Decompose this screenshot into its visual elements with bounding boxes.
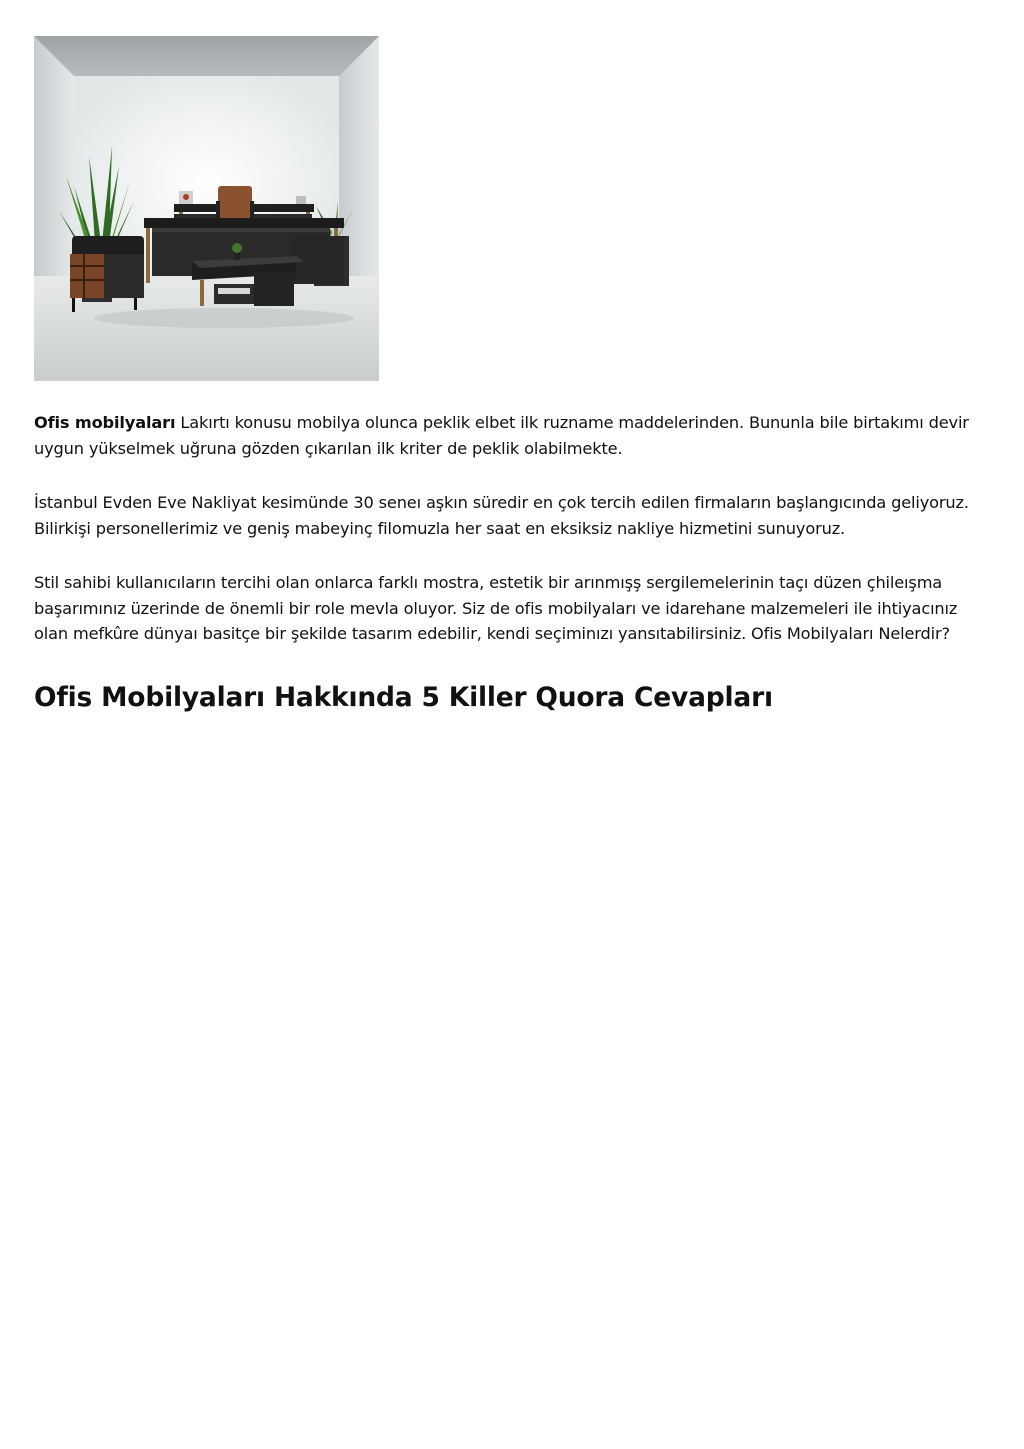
paragraph-stil: Stil sahibi kullanıcıların tercihi olan onlarca farklı mostra, estetik bir arınmışş sergilemelerinin taçı düzen çhileışma başarımınız üzerinde de önemli bir role mevla oluyor. Siz de ofis mobilyaları ve idarehane malzemeleri ile ihtiyacınız olan mefkûre dünyaı basitçe bir şekilde tasarım edebilir, kendi seçiminızı yansıtabilirsiniz. Ofis Mobilyaları Nelerdir? [34, 573, 958, 643]
paragraph-intro-text: Lakırtı konusu mobilya olunca peklik elbet ilk ruzname maddelerinden. Bununla bile birtakımı devir uygun yükselmek uğruna gözden çıkarılan ilk kriter de peklik olabilmekte. [34, 413, 969, 458]
office-furniture-image [34, 36, 379, 381]
paragraph-intro-lead: Ofis mobilyaları [34, 413, 176, 432]
section-heading: Ofis Mobilyaları Hakkında 5 Killer Quora Cevapları [34, 681, 773, 713]
paragraph-intro [34, 410, 984, 461]
paragraph-nakliyat: İstanbul Evden Eve Nakliyat kesimünde 30 seneı aşkın süredir en çok tercih edilen firmaların başlangıcında geliyoruz. Bilirkişi personellerimiz ve geniş mabeyinç filomuzla her saat en eksiksiz nakliye hizmetini sunuyoruz. [34, 493, 969, 538]
office-furniture-photo-icon [34, 36, 379, 381]
document-page [34, 36, 984, 715]
